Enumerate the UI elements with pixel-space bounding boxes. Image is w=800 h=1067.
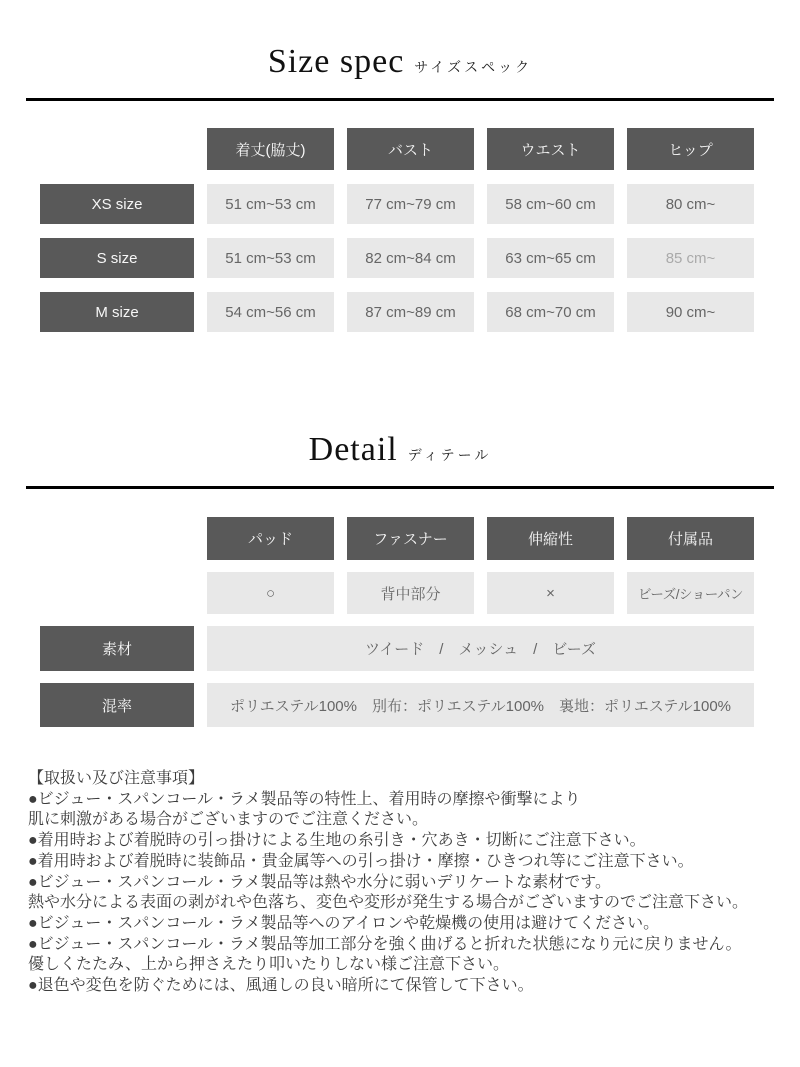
size-row-label-m: M size	[40, 292, 194, 332]
detail-column-header-stretch: 伸縮性	[487, 517, 614, 560]
care-note-line: 熱や水分による表面の剥がれや色落ち、変色や変形が発生する場合がございますのでご注意下さい。	[28, 894, 749, 912]
size-spec-title-ja: サイズスペック	[414, 61, 533, 76]
care-note-line: ●ビジュー・スパンコール・ラメ製品等へのアイロンや乾燥機の使用は避けてください。	[28, 914, 660, 932]
size-cell-s-bust: 82 cm~84 cm	[347, 238, 474, 278]
size-cell-m-length: 54 cm~56 cm	[207, 292, 334, 332]
detail-table-corner-spacer	[40, 517, 194, 560]
detail-value-row-spacer	[40, 572, 194, 614]
detail-cell-fastener: 背中部分	[347, 572, 474, 614]
detail-column-header-accessory: 付属品	[627, 517, 754, 560]
care-note-line: ●着用時および着脱時の引っ掛けによる生地の糸引き・穴あき・切断にご注意下さい。	[28, 832, 646, 850]
size-row-label-xs: XS size	[40, 184, 194, 224]
detail-cell-stretch: ×	[487, 572, 614, 614]
detail-title-en: Detail	[308, 431, 398, 468]
size-spec-heading	[0, 0, 800, 87]
detail-heading	[0, 332, 800, 475]
size-cell-xs-bust: 77 cm~79 cm	[347, 184, 474, 224]
detail-cell-accessory: ビーズ/ショーパン	[627, 572, 754, 614]
size-cell-xs-hip: 80 cm~	[627, 184, 754, 224]
size-cell-m-bust: 87 cm~89 cm	[347, 292, 474, 332]
care-note-line: 優しくたたみ、上から押さえたり叩いたりしない様ご注意下さい。	[28, 956, 509, 974]
care-notes	[28, 769, 772, 997]
size-cell-xs-length: 51 cm~53 cm	[207, 184, 334, 224]
detail-title-ja: ディテール	[407, 449, 492, 464]
material-row-label: 素材	[40, 626, 194, 671]
detail-column-header-fastener: ファスナー	[347, 517, 474, 560]
care-note-line: ●退色や変色を防ぐためには、風通しの良い暗所にて保管して下さい。	[28, 977, 534, 995]
size-row-label-s: S size	[40, 238, 194, 278]
size-spec-table	[40, 128, 760, 332]
care-note-line: ●着用時および着脱時に装飾品・貴金属等への引っ掛け・摩擦・ひきつれ等にご注意下さい。	[28, 852, 694, 870]
size-column-header-waist: ウエスト	[487, 128, 614, 170]
detail-table	[40, 517, 760, 727]
size-column-header-length: 着丈(脇丈)	[207, 128, 334, 170]
size-table-corner-spacer	[40, 128, 194, 170]
size-column-header-hip: ヒップ	[627, 128, 754, 170]
size-cell-m-waist: 68 cm~70 cm	[487, 292, 614, 332]
care-note-line: 肌に刺激がある場合がございますのでご注意ください。	[28, 811, 429, 829]
size-cell-s-length: 51 cm~53 cm	[207, 238, 334, 278]
material-value: ツイード / メッシュ / ビーズ	[207, 626, 754, 671]
blend-value: ポリエステル100% 別布：ポリエステル100% 裏地：ポリエステル100%	[207, 683, 754, 727]
detail-divider	[26, 486, 774, 489]
size-cell-s-hip: 85 cm~	[627, 238, 754, 278]
care-notes-heading: 【取扱い及び注意事項】	[28, 770, 205, 787]
size-cell-m-hip: 90 cm~	[627, 292, 754, 332]
size-spec-title-en: Size spec	[267, 43, 405, 80]
blend-row-label: 混率	[40, 683, 194, 727]
size-column-header-bust: バスト	[347, 128, 474, 170]
detail-column-header-pad: パッド	[207, 517, 334, 560]
size-cell-s-waist: 63 cm~65 cm	[487, 238, 614, 278]
care-note-line: ●ビジュー・スパンコール・ラメ製品等加工部分を強く曲げると折れた状態になり元に戻りません。	[28, 935, 742, 953]
size-cell-xs-waist: 58 cm~60 cm	[487, 184, 614, 224]
detail-cell-pad: ○	[207, 572, 334, 614]
care-note-line: ●ビジュー・スパンコール・ラメ製品等の特性上、着用時の摩擦や衝撃により	[28, 790, 581, 808]
care-note-line: ●ビジュー・スパンコール・ラメ製品等は熱や水分に弱いデリケートな素材です。	[28, 873, 611, 891]
size-spec-divider	[26, 98, 774, 101]
